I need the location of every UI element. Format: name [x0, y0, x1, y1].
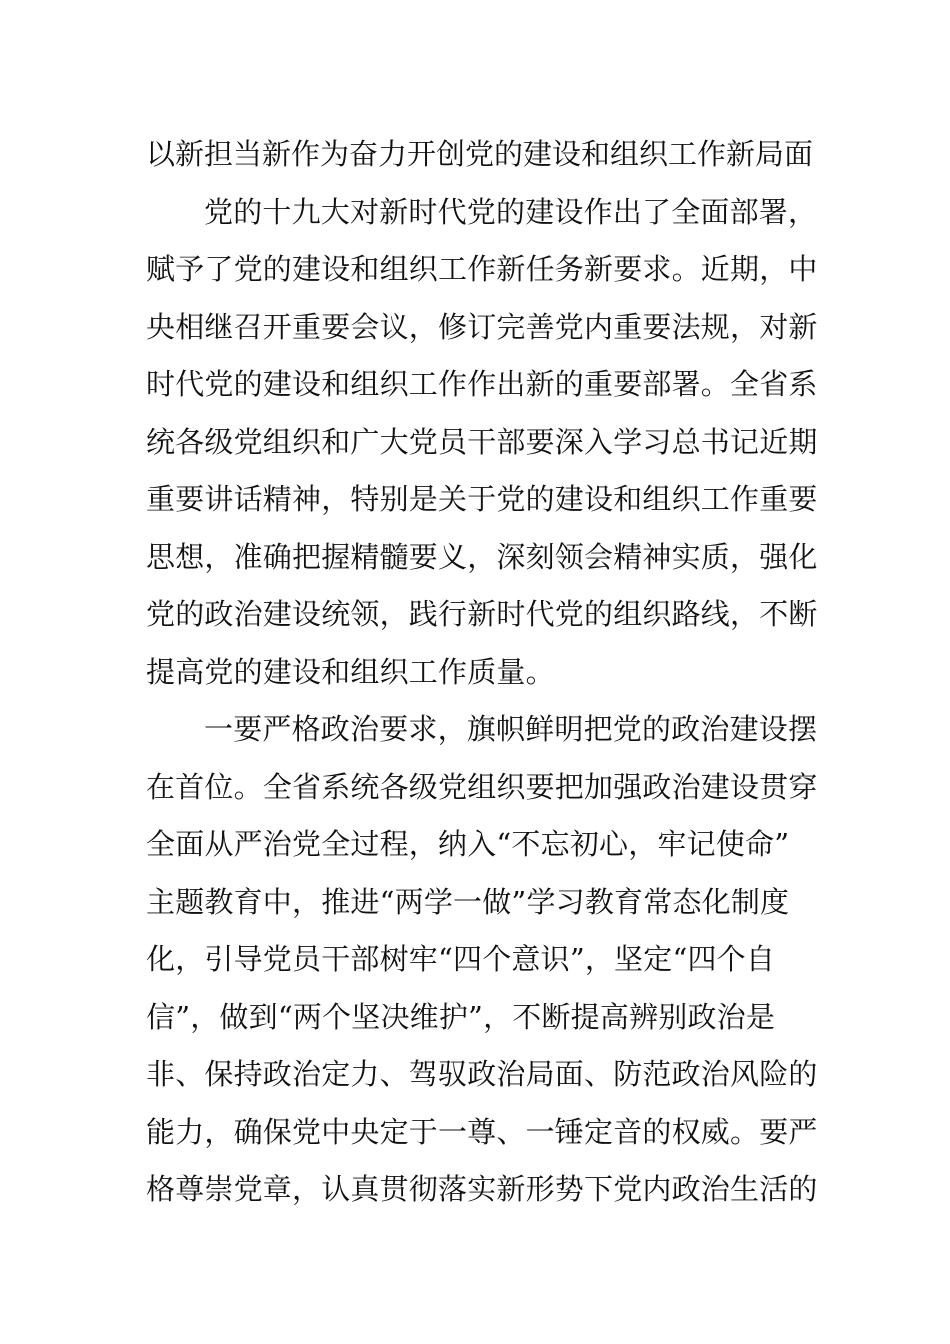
paragraph-line: 央相继召开重要会议，修订完善党内重要法规，对新 [146, 309, 818, 344]
paragraph-line: 提高党的建设和组织工作质量。 [146, 654, 555, 689]
paragraph-line: 重要讲话精神，特别是关于党的建设和组织工作重要 [146, 482, 818, 516]
paragraph-line: 非、保持政治定力、驾驭政治局面、防范政治风险的 [146, 1057, 818, 1091]
paragraph-line: 主题教育中，推进“两学一做”学习教育常态化制度 [146, 884, 790, 919]
paragraph-line: 时代党的建设和组织工作作出新的重要部署。全省系 [146, 367, 818, 401]
document-body [146, 126, 818, 1219]
paragraph-line: 化，引导党员干部树牢“四个意识”，坚定“四个自 [146, 942, 776, 976]
paragraph-line: 一要严格政治要求，旗帜鲜明把党的政治建设摆 [204, 712, 818, 746]
paragraph-line: 赋予了党的建设和组织工作新任务新要求。近期，中 [146, 252, 818, 286]
paragraph-line: 能力，确保党中央定于一尊、一锤定音的权威。要严 [146, 1114, 818, 1149]
paragraph-line: 信”，做到“两个坚决维护”，不断提高辨别政治是 [146, 999, 776, 1034]
document-title: 以新担当新作为奋力开创党的建设和组织工作新局面 [146, 137, 814, 171]
paragraph-line: 党的十九大对新时代党的建设作出了全面部署， [204, 194, 818, 229]
paragraph-line: 统各级党组织和广大党员干部要深入学习总书记近期 [146, 424, 818, 459]
paragraph-line: 全面从严治党全过程，纳入“不忘初心，牢记使命” [146, 827, 790, 861]
paragraph-line: 在首位。全省系统各级党组织要把加强政治建设贯穿 [146, 769, 818, 804]
paragraph-line: 党的政治建设统领，践行新时代党的组织路线，不断 [146, 597, 818, 631]
paragraph-line: 思想，准确把握精髓要义，深刻领会精神实质，强化 [146, 539, 818, 574]
paragraph-line: 格尊崇党章，认真贯彻落实新形势下党内政治生活的 [146, 1172, 818, 1206]
